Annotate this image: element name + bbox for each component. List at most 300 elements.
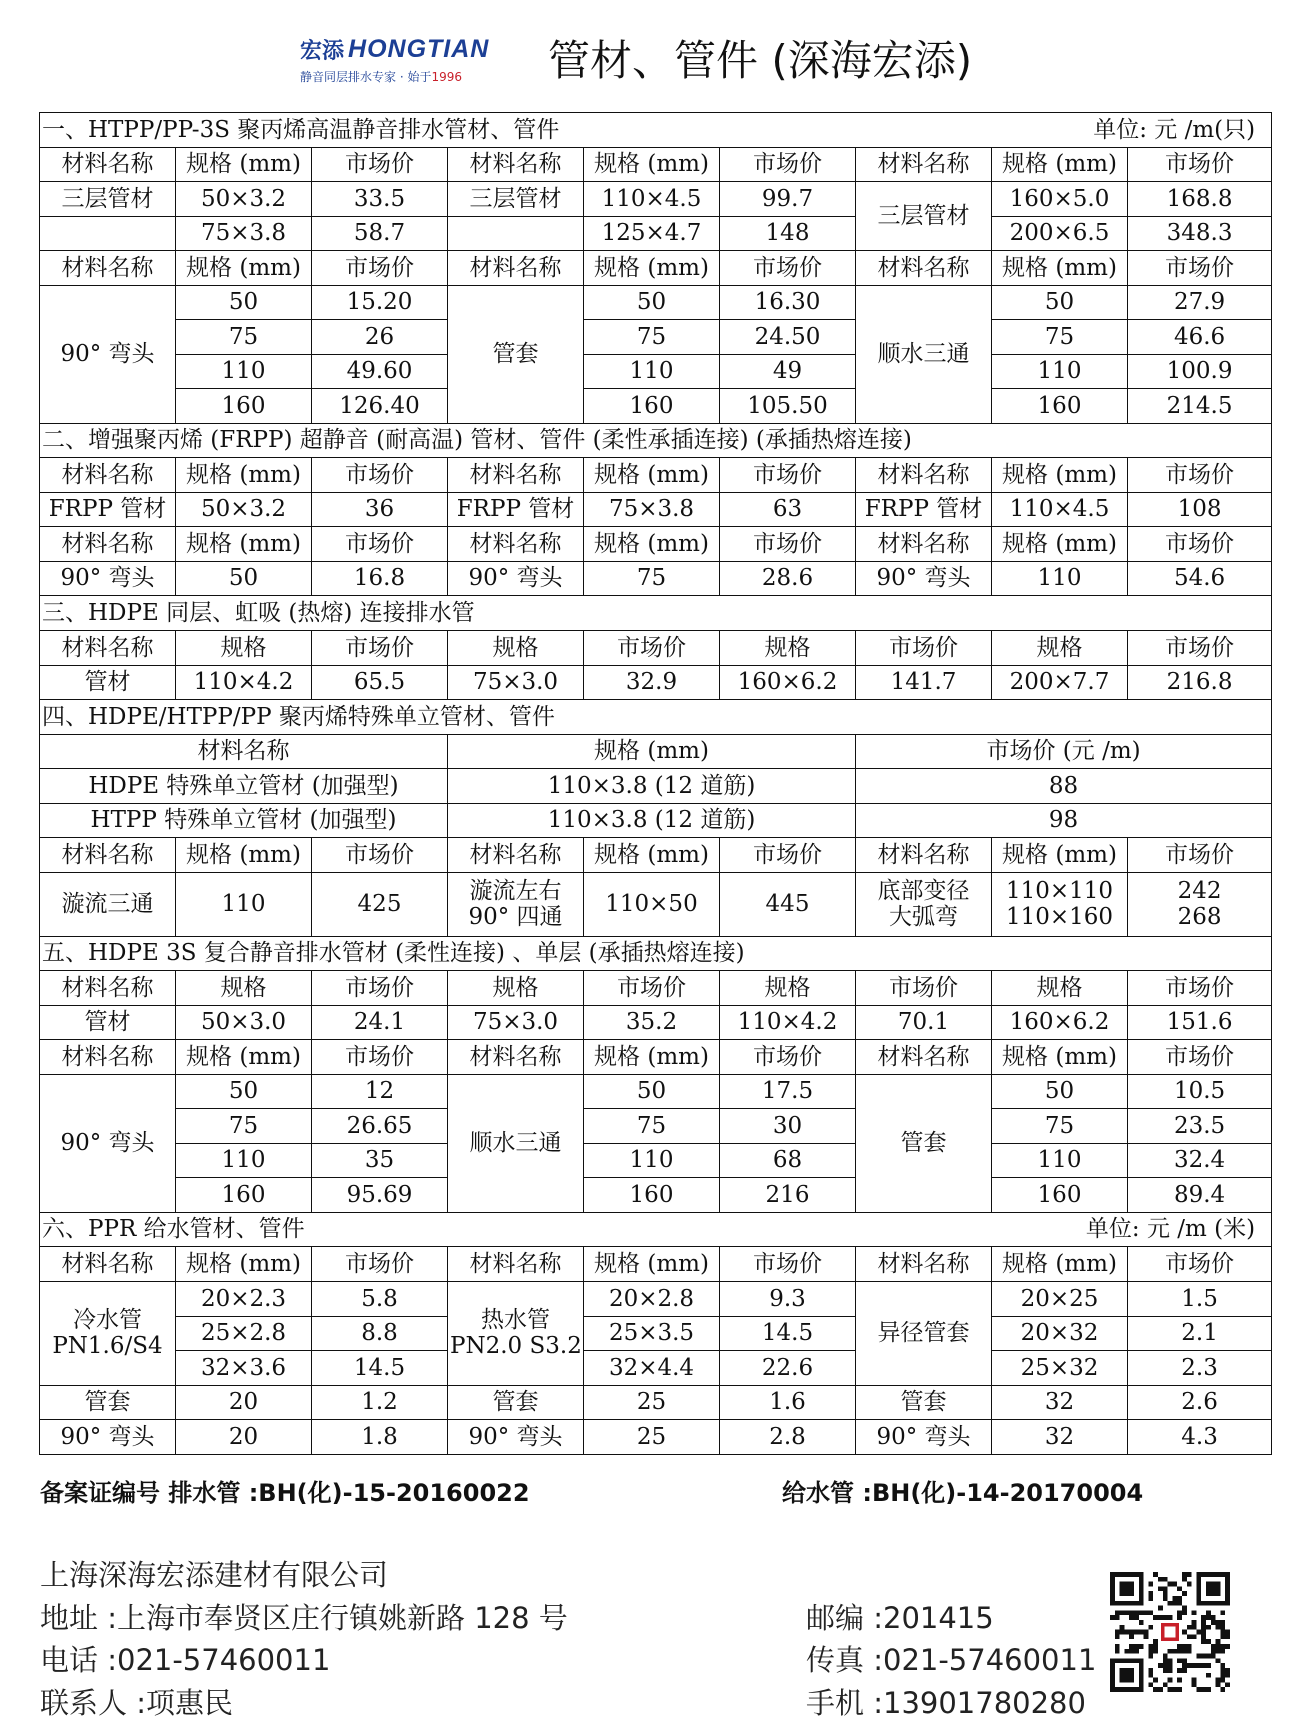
price-cell: 46.6: [1128, 320, 1272, 355]
column-header: 规格: [176, 971, 312, 1006]
table-row: [40, 492, 1272, 527]
column-header: 规格 (mm): [992, 147, 1128, 182]
section-title-row: [40, 936, 1272, 971]
company-name: 上海深海宏添建材有限公司: [40, 1558, 389, 1592]
column-header: 材料名称: [40, 458, 176, 493]
column-header: 规格 (mm): [584, 458, 720, 493]
logo-slogan-year: 1996: [431, 70, 462, 84]
column-header: 材料名称: [40, 147, 176, 182]
price-cell: 17.5: [720, 1074, 856, 1109]
spec-cell: 160: [176, 1178, 312, 1213]
material-name-cell: FRPP 管材: [856, 492, 992, 527]
material-name-cell: 异径管套: [856, 1282, 992, 1386]
price-cell: 126.40: [312, 389, 448, 424]
spec-cell: 32: [992, 1385, 1128, 1420]
spec-cell: 160: [992, 389, 1128, 424]
column-header: 市场价: [720, 251, 856, 286]
name-line: 90° 四通: [468, 904, 563, 931]
company-phone: 电话 :021-57460011: [40, 1643, 331, 1677]
column-header: 市场价: [312, 1040, 448, 1075]
column-header: 规格 (mm): [992, 1247, 1128, 1282]
column-header: 材料名称: [856, 1040, 992, 1075]
spec-cell: 75: [992, 1109, 1128, 1144]
table-header-row: [40, 527, 1272, 562]
table-row: [40, 320, 1272, 355]
spec-cell: 110×50: [584, 872, 720, 936]
column-header: 规格 (mm): [176, 251, 312, 286]
table-row: [40, 389, 1272, 424]
table-header-row: [40, 630, 1272, 665]
column-header: 材料名称: [448, 838, 584, 873]
material-name-cell: 三层管材: [448, 182, 584, 217]
column-header: 市场价: [312, 838, 448, 873]
column-header: 规格 (mm): [176, 527, 312, 562]
section-title: 三、HDPE 同层、虹吸 (热熔) 连接排水管: [40, 596, 1272, 631]
spec-cell: 110: [992, 1143, 1128, 1178]
column-header: 市场价: [584, 630, 720, 665]
section-title-row: [40, 700, 1272, 735]
spec-cell: 25: [584, 1420, 720, 1455]
price-cell: 36: [312, 492, 448, 527]
column-header: 规格: [448, 630, 584, 665]
column-header: 规格 (mm): [176, 458, 312, 493]
section-title-row: [40, 596, 1272, 631]
price-cell: 65.5: [312, 665, 448, 700]
column-header: 市场价: [1128, 1247, 1272, 1282]
material-name-cell: [448, 1282, 584, 1386]
column-header: 市场价: [1128, 458, 1272, 493]
column-header: 市场价: [1128, 527, 1272, 562]
section-title-text: 六、PPR 给水管材、管件: [42, 1216, 305, 1243]
page-title: 管材、管件 (深海宏添): [548, 36, 973, 85]
price-cell: 105.50: [720, 389, 856, 424]
price-cell: 49.60: [312, 354, 448, 389]
price-cell: 26: [312, 320, 448, 355]
column-header: 材料名称: [448, 251, 584, 286]
price-cell: 58.7: [312, 216, 448, 251]
section-title: 四、HDPE/HTPP/PP 聚丙烯特殊单立管材、管件: [40, 700, 1272, 735]
price-table: [39, 112, 1272, 1455]
spec-cell: 50: [176, 561, 312, 596]
column-header: 市场价: [312, 630, 448, 665]
spec-cell: 110: [584, 354, 720, 389]
column-header: 市场价: [856, 971, 992, 1006]
section-title: 二、增强聚丙烯 (FRPP) 超静音 (耐高温) 管材、管件 (柔性承插连接) (承插热熔连接): [40, 423, 1272, 458]
column-header: 规格: [992, 630, 1128, 665]
table-row: [40, 354, 1272, 389]
price-cell: 2.1: [1128, 1316, 1272, 1351]
spec-cell: 200×7.7: [992, 665, 1128, 700]
price-cell: 16.8: [312, 561, 448, 596]
table-row: [40, 769, 1272, 804]
spec-cell: 160: [176, 389, 312, 424]
spec-cell: 32×4.4: [584, 1351, 720, 1386]
material-name-cell: 管套: [448, 285, 584, 423]
table-header-row: [40, 1040, 1272, 1075]
price-cell: 68: [720, 1143, 856, 1178]
column-header: 市场价: [1128, 147, 1272, 182]
price-cell: 4.3: [1128, 1420, 1272, 1455]
column-header: 市场价: [720, 527, 856, 562]
column-header: 市场价 (元 /m): [856, 734, 1272, 769]
price-cell: 1.5: [1128, 1282, 1272, 1317]
price-cell: 14.5: [312, 1351, 448, 1386]
spec-line: 110×110: [1005, 877, 1114, 904]
table-header-row: [40, 1247, 1272, 1282]
price-cell: 95.69: [312, 1178, 448, 1213]
price-cell: 89.4: [1128, 1178, 1272, 1213]
spec-cell: 110: [992, 561, 1128, 596]
spec-cell: 20×2.8: [584, 1282, 720, 1317]
material-name-cell: HTPP 特殊单立管材 (加强型): [40, 803, 448, 838]
column-header: 规格: [720, 630, 856, 665]
table-row: [40, 1316, 1272, 1351]
spec-cell: 75: [176, 1109, 312, 1144]
price-cell: 49: [720, 354, 856, 389]
table-header-row: [40, 458, 1272, 493]
table-row: [40, 1005, 1272, 1040]
section-title: [40, 1212, 1272, 1247]
column-header: 规格 (mm): [584, 1040, 720, 1075]
material-name-cell: FRPP 管材: [40, 492, 176, 527]
price-cell: 98: [856, 803, 1272, 838]
spec-cell: 25×32: [992, 1351, 1128, 1386]
column-header: 材料名称: [856, 458, 992, 493]
name-line: 热水管: [481, 1306, 550, 1333]
spec-cell: 20×25: [992, 1282, 1128, 1317]
material-name-cell: [40, 1282, 176, 1386]
column-header: 市场价: [720, 1040, 856, 1075]
column-header: 材料名称: [448, 527, 584, 562]
spec-cell: 20×2.3: [176, 1282, 312, 1317]
price-line: 268: [1177, 904, 1222, 931]
price-cell: 1.8: [312, 1420, 448, 1455]
column-header: 市场价: [720, 458, 856, 493]
spec-cell: 75: [584, 320, 720, 355]
column-header: 规格 (mm): [584, 1247, 720, 1282]
price-cell: 54.6: [1128, 561, 1272, 596]
material-name-cell: [448, 872, 584, 936]
price-cell: 445: [720, 872, 856, 936]
table-row: [40, 1143, 1272, 1178]
column-header: 规格: [720, 971, 856, 1006]
material-name-cell: 三层管材: [856, 182, 992, 251]
section-title-row: [40, 1212, 1272, 1247]
logo-cn-text: 宏添: [300, 38, 345, 64]
price-cell: 168.8: [1128, 182, 1272, 217]
material-name-cell: 顺水三通: [856, 285, 992, 423]
spec-cell: 160×5.0: [992, 182, 1128, 217]
spec-cell: 160: [584, 1178, 720, 1213]
section-title: [40, 113, 1272, 148]
price-cell: 425: [312, 872, 448, 936]
price-cell: 1.2: [312, 1385, 448, 1420]
column-header: 规格 (mm): [584, 838, 720, 873]
table-header-row: [40, 251, 1272, 286]
contact-person: 联系人 :项惠民: [40, 1686, 233, 1720]
price-cell: 88: [856, 769, 1272, 804]
column-header: 规格: [176, 630, 312, 665]
logo-slogan-text: 静音同层排水专家 · 始于: [300, 70, 432, 84]
material-name-cell: 90° 弯头: [40, 1420, 176, 1455]
price-cell: 216.8: [1128, 665, 1272, 700]
column-header: 材料名称: [448, 458, 584, 493]
column-header: 材料名称: [856, 838, 992, 873]
table-header-row: [40, 147, 1272, 182]
spec-cell: 50: [176, 1074, 312, 1109]
spec-cell: 75: [176, 320, 312, 355]
column-header: 材料名称: [856, 1247, 992, 1282]
material-name-cell: 管套: [40, 1385, 176, 1420]
name-line: 漩流左右: [469, 877, 562, 904]
name-line: 底部变径: [877, 877, 970, 904]
name-line: 大弧弯: [889, 904, 958, 931]
unit-label: 单位: 元 /m (米): [1085, 1216, 1256, 1243]
price-cell: 23.5: [1128, 1109, 1272, 1144]
material-name-cell: 90° 弯头: [40, 1074, 176, 1212]
column-header: 规格 (mm): [992, 1040, 1128, 1075]
company-fax: 传真 :021-57460011: [806, 1643, 1097, 1677]
column-header: 规格: [448, 971, 584, 1006]
price-cell: 99.7: [720, 182, 856, 217]
price-cell: 30: [720, 1109, 856, 1144]
price-cell: 148: [720, 216, 856, 251]
spec-cell: 75×3.8: [176, 216, 312, 251]
spec-cell: 160: [584, 389, 720, 424]
table-row: [40, 1074, 1272, 1109]
spec-cell: 75×3.0: [448, 1005, 584, 1040]
price-cell: 26.65: [312, 1109, 448, 1144]
price-cell: 35.2: [584, 1005, 720, 1040]
spec-cell: 20: [176, 1385, 312, 1420]
spec-cell: 160: [992, 1178, 1128, 1213]
price-cell: 24.50: [720, 320, 856, 355]
table-row: [40, 1351, 1272, 1386]
column-header: 市场价: [720, 147, 856, 182]
table-row: [40, 1178, 1272, 1213]
spec-cell: 50: [992, 285, 1128, 320]
postcode: 邮编 :201415: [806, 1601, 994, 1635]
spec-cell: 25: [584, 1385, 720, 1420]
price-cell: 14.5: [720, 1316, 856, 1351]
spec-cell: 75: [992, 320, 1128, 355]
price-cell: 27.9: [1128, 285, 1272, 320]
material-name-cell: [856, 872, 992, 936]
company-address: 地址 :上海市奉贤区庄行镇姚新路 128 号: [40, 1601, 568, 1635]
qr-code-icon: [1110, 1572, 1230, 1692]
spec-cell: 75: [584, 1109, 720, 1144]
price-cell: 214.5: [1128, 389, 1272, 424]
column-header: 市场价: [856, 630, 992, 665]
price-cell: [1128, 872, 1272, 936]
material-name-cell: FRPP 管材: [448, 492, 584, 527]
column-header: 市场价: [1128, 251, 1272, 286]
column-header: 市场价: [1128, 838, 1272, 873]
certificate-row: [40, 1473, 1272, 1509]
company-logo: [300, 34, 530, 90]
column-header: 规格 (mm): [448, 734, 856, 769]
material-name-cell: 管材: [40, 665, 176, 700]
column-header: 市场价: [720, 838, 856, 873]
spec-cell: 110×3.8 (12 道筋): [448, 803, 856, 838]
section-title: 五、HDPE 3S 复合静音排水管材 (柔性连接) 、单层 (承插热熔连接): [40, 936, 1272, 971]
spec-cell: 125×4.7: [584, 216, 720, 251]
column-header: 规格 (mm): [584, 251, 720, 286]
table-row: [40, 285, 1272, 320]
column-header: 材料名称: [856, 527, 992, 562]
spec-cell: 32×3.6: [176, 1351, 312, 1386]
price-cell: 12: [312, 1074, 448, 1109]
spec-cell: 32: [992, 1420, 1128, 1455]
column-header: 市场价: [584, 971, 720, 1006]
price-cell: 1.6: [720, 1385, 856, 1420]
column-header: 材料名称: [40, 838, 176, 873]
price-cell: 15.20: [312, 285, 448, 320]
spec-cell: 50: [584, 285, 720, 320]
table-row: [40, 561, 1272, 596]
spec-cell: 20: [176, 1420, 312, 1455]
table-row: [40, 216, 1272, 251]
spec-cell: 75×3.0: [448, 665, 584, 700]
column-header: 市场价: [312, 971, 448, 1006]
price-cell: 33.5: [312, 182, 448, 217]
name-line: PN1.6/S4: [52, 1333, 163, 1360]
spec-cell: 160×6.2: [992, 1005, 1128, 1040]
table-header-row: [40, 971, 1272, 1006]
column-header: 规格 (mm): [176, 147, 312, 182]
column-header: 材料名称: [856, 251, 992, 286]
price-cell: 10.5: [1128, 1074, 1272, 1109]
empty-cell: [40, 216, 176, 251]
column-header: 市场价: [312, 147, 448, 182]
price-cell: 8.8: [312, 1316, 448, 1351]
spec-cell: 50: [584, 1074, 720, 1109]
column-header: 规格 (mm): [992, 838, 1128, 873]
material-name-cell: 90° 弯头: [40, 285, 176, 423]
column-header: 市场价: [1128, 1040, 1272, 1075]
material-name-cell: 管套: [448, 1385, 584, 1420]
column-header: 材料名称: [856, 147, 992, 182]
column-header: 材料名称: [40, 1040, 176, 1075]
material-name-cell: 90° 弯头: [448, 561, 584, 596]
supply-certificate: 给水管 :BH(化)-14-20170004: [782, 1479, 1144, 1507]
price-cell: 2.3: [1128, 1351, 1272, 1386]
table-header-row: [40, 838, 1272, 873]
column-header: 规格 (mm): [176, 1040, 312, 1075]
column-header: 材料名称: [40, 734, 448, 769]
column-header: 规格 (mm): [176, 838, 312, 873]
price-cell: 2.6: [1128, 1385, 1272, 1420]
column-header: 市场价: [312, 251, 448, 286]
spec-cell: 110×4.5: [992, 492, 1128, 527]
section-title-row: [40, 423, 1272, 458]
drain-certificate: 备案证编号 排水管 :BH(化)-15-20160022: [40, 1479, 530, 1507]
table-row: [40, 803, 1272, 838]
column-header: 材料名称: [40, 251, 176, 286]
column-header: 市场价: [312, 527, 448, 562]
table-row: [40, 1385, 1272, 1420]
spec-line: 110×160: [1005, 904, 1114, 931]
column-header: 材料名称: [40, 971, 176, 1006]
column-header: 规格 (mm): [176, 1247, 312, 1282]
material-name-cell: 管套: [856, 1385, 992, 1420]
spec-cell: 110: [176, 872, 312, 936]
column-header: 市场价: [1128, 630, 1272, 665]
price-cell: 141.7: [856, 665, 992, 700]
spec-cell: 75×3.8: [584, 492, 720, 527]
price-cell: 2.8: [720, 1420, 856, 1455]
spec-cell: 160×6.2: [720, 665, 856, 700]
spec-cell: 110: [992, 354, 1128, 389]
table-row: [40, 665, 1272, 700]
spec-cell: 20×32: [992, 1316, 1128, 1351]
price-cell: 32.4: [1128, 1143, 1272, 1178]
table-row: [40, 182, 1272, 217]
spec-cell: 25×2.8: [176, 1316, 312, 1351]
material-name-cell: 管材: [40, 1005, 176, 1040]
spec-cell: 25×3.5: [584, 1316, 720, 1351]
spec-cell: 110×4.2: [720, 1005, 856, 1040]
material-name-cell: 三层管材: [40, 182, 176, 217]
material-name-cell: 管套: [856, 1074, 992, 1212]
column-header: 市场价: [312, 1247, 448, 1282]
price-cell: 216: [720, 1178, 856, 1213]
spec-cell: 50×3.2: [176, 492, 312, 527]
column-header: 材料名称: [40, 527, 176, 562]
spec-cell: 50: [992, 1074, 1128, 1109]
material-name-cell: 90° 弯头: [856, 561, 992, 596]
company-mobile: 手机 :13901780280: [806, 1686, 1086, 1720]
price-cell: 28.6: [720, 561, 856, 596]
column-header: 材料名称: [448, 1040, 584, 1075]
material-name-cell: 顺水三通: [448, 1074, 584, 1212]
price-cell: 24.1: [312, 1005, 448, 1040]
empty-cell: [448, 216, 584, 251]
price-cell: 100.9: [1128, 354, 1272, 389]
price-cell: 22.6: [720, 1351, 856, 1386]
price-line: 242: [1177, 877, 1222, 904]
price-cell: 32.9: [584, 665, 720, 700]
column-header: 市场价: [312, 458, 448, 493]
table-header-row: [40, 734, 1272, 769]
price-cell: 63: [720, 492, 856, 527]
table-row: [40, 872, 1272, 936]
table-row: [40, 1282, 1272, 1317]
column-header: 材料名称: [448, 147, 584, 182]
price-cell: 9.3: [720, 1282, 856, 1317]
spec-cell: 75: [584, 561, 720, 596]
column-header: 规格 (mm): [992, 527, 1128, 562]
column-header: 规格 (mm): [584, 147, 720, 182]
spec-cell: 50×3.0: [176, 1005, 312, 1040]
column-header: 材料名称: [40, 630, 176, 665]
unit-label: 单位: 元 /m(只): [1093, 116, 1256, 143]
column-header: 材料名称: [448, 1247, 584, 1282]
price-cell: 348.3: [1128, 216, 1272, 251]
material-name-cell: 90° 弯头: [856, 1420, 992, 1455]
page-header: [0, 28, 1308, 98]
section-title-text: 一、HTPP/PP-3S 聚丙烯高温静音排水管材、管件: [42, 116, 560, 143]
price-cell: 70.1: [856, 1005, 992, 1040]
name-line: 冷水管: [73, 1306, 142, 1333]
column-header: 规格 (mm): [992, 458, 1128, 493]
column-header: 市场价: [1128, 971, 1272, 1006]
spec-cell: 50: [176, 285, 312, 320]
section-title-row: [40, 113, 1272, 148]
column-header: 规格 (mm): [992, 251, 1128, 286]
logo-en-text: HONGTIAN: [348, 34, 490, 63]
spec-cell: 110: [584, 1143, 720, 1178]
